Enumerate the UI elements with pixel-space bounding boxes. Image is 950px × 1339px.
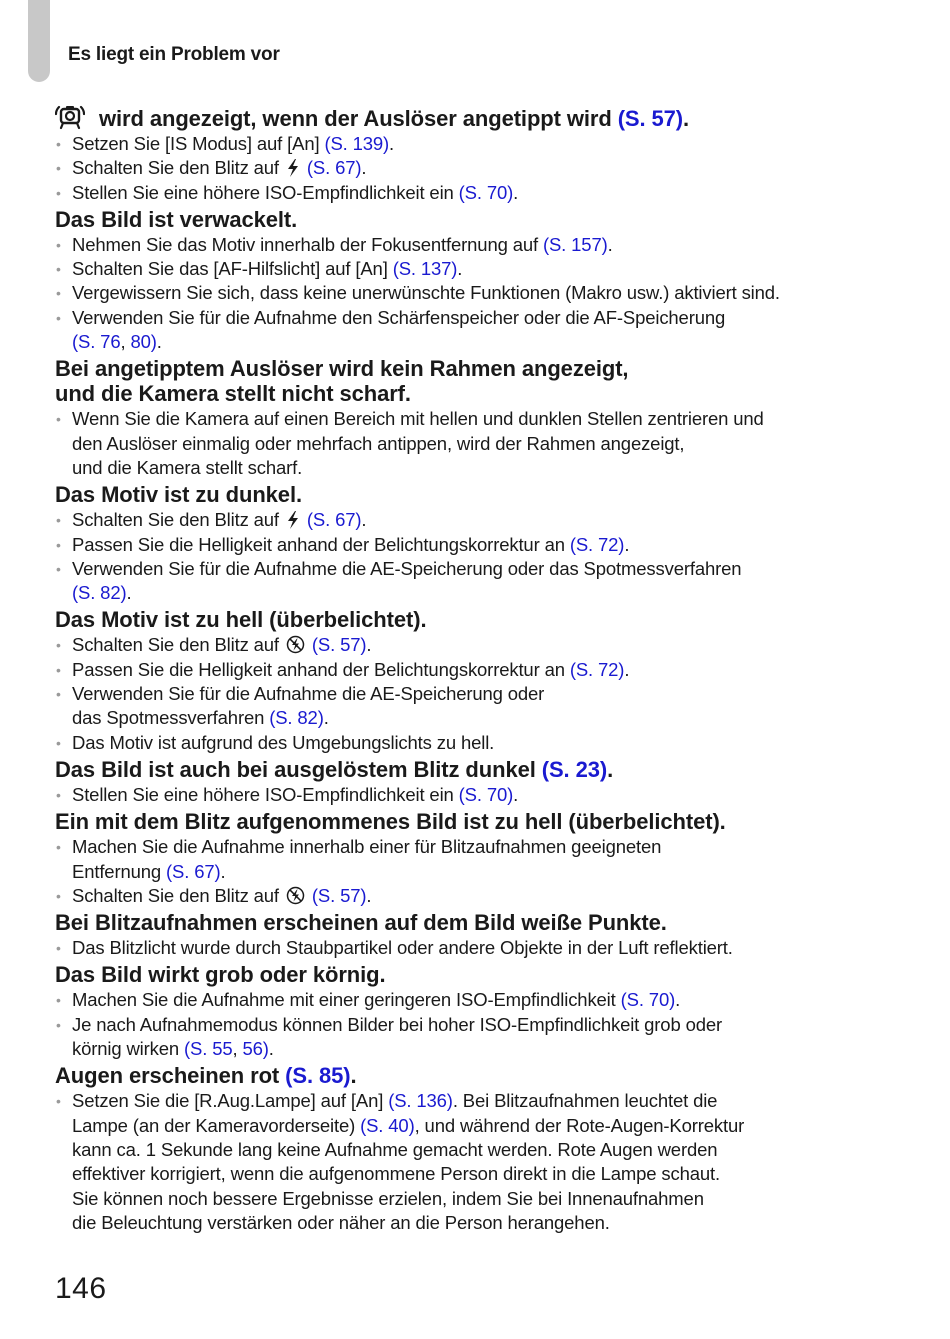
flash-on-icon: [286, 159, 300, 177]
section-heading: [55, 809, 875, 834]
section-heading: [55, 607, 875, 632]
heading-line: und die Kamera stellt nicht scharf.: [55, 381, 411, 407]
bullet-list: [55, 783, 875, 807]
text-run: Schalten Sie den Blitz auf: [72, 634, 284, 656]
bullet-item: [55, 835, 875, 884]
section-heading: [55, 356, 875, 406]
bullet-list: [55, 988, 875, 1061]
bullet-list: [55, 132, 875, 205]
text-run: Verwenden Sie für die Aufnahme die AE-Speicherung oder: [72, 683, 545, 705]
page-reference-link[interactable]: (S. 70): [458, 783, 514, 805]
page-reference-link[interactable]: (S. 139): [324, 133, 390, 154]
bullet-item: [55, 181, 875, 205]
text-run: Schalten Sie den Blitz auf: [72, 509, 284, 531]
text-run: .: [361, 509, 367, 531]
text-run: kann ca. 1 Sekunde lang keine Aufnahme gemacht werden. Rote Augen werden: [72, 1138, 718, 1160]
text-run: .: [457, 258, 463, 280]
text-run: körnig wirken: [72, 1038, 185, 1060]
page-reference-link[interactable]: (S. 57): [311, 884, 367, 906]
bullet-item: [55, 783, 875, 807]
text-run: .: [361, 157, 367, 179]
bullet-list: [55, 633, 875, 754]
text-run: .: [350, 1063, 357, 1089]
text-run: Schalten Sie den Blitz auf: [72, 884, 284, 906]
bullet-item: [55, 306, 875, 355]
text-run: Machen Sie die Aufnahme mit einer geringeren ISO-Empfindlichkeit: [72, 989, 621, 1011]
bullet-item: [55, 731, 875, 755]
text-run: Setzen Sie [IS Modus] auf [An]: [72, 133, 325, 154]
bullet-item: [55, 988, 875, 1012]
page-reference-link[interactable]: (S. 40): [360, 1114, 415, 1136]
bullet-item: [55, 233, 875, 257]
page-reference-link[interactable]: (S. 23): [541, 756, 608, 782]
bullet-item: [55, 132, 875, 156]
text-run: Bei Blitzaufnahmen erscheinen auf dem Bild weiße Punkte.: [55, 910, 667, 936]
bullet-item: [55, 633, 875, 657]
text-run: das Spotmessverfahren: [72, 707, 270, 729]
text-run: .: [513, 783, 519, 805]
bullet-item: [55, 1089, 875, 1235]
text-run: Je nach Aufnahmemodus können Bilder bei hoher ISO-Empfindlichkeit grob oder: [72, 1013, 722, 1035]
text-run: .: [366, 634, 372, 656]
text-run: Augen erscheinen rot: [55, 1063, 286, 1089]
text-run: Das Motiv ist zu hell (überbelichtet).: [55, 607, 427, 633]
text-run: Das Bild ist auch bei ausgelöstem Blitz dunkel: [55, 756, 542, 782]
text-run: .: [323, 707, 329, 729]
text-run: .: [366, 884, 372, 906]
text-run: Das Blitzlicht wurde durch Staubpartikel oder andere Objekte in der Luft reflektiert.: [72, 937, 733, 959]
text-run: Das Bild ist verwackelt.: [55, 206, 298, 232]
text-run: Nehmen Sie das Motiv innerhalb der Fokusentfernung auf: [72, 233, 543, 255]
text-run: Machen Sie die Aufnahme innerhalb einer für Blitzaufnahmen geeigneten: [72, 836, 662, 858]
page-reference-link[interactable]: (S. 76: [72, 331, 121, 353]
section-heading: [55, 104, 875, 131]
text-run: .: [607, 756, 614, 782]
text-run: Lampe (an der Kameravorderseite): [72, 1114, 361, 1136]
bullet-item: [55, 936, 875, 960]
flash-off-icon: [286, 635, 305, 654]
bullet-item: [55, 557, 875, 606]
page-reference-link[interactable]: (S. 85): [285, 1063, 351, 1089]
bullet-item: [55, 407, 875, 480]
page-reference-link[interactable]: (S. 57): [617, 106, 684, 131]
text-run: Entfernung: [72, 860, 167, 882]
page-reference-link[interactable]: 56): [242, 1038, 269, 1060]
text-run: Verwenden Sie für die Aufnahme den Schärfenspeicher oder die AF-Speicherung: [72, 306, 726, 328]
text-run: .: [624, 658, 630, 680]
bullet-item: [55, 533, 875, 557]
text-run: Sie können noch bessere Ergebnisse erzielen, indem Sie bei Innenaufnahmen: [72, 1187, 704, 1209]
bullet-item: [55, 1013, 875, 1062]
text-run: Stellen Sie eine höhere ISO-Empfindlichkeit ein: [72, 783, 459, 805]
camera-shake-icon: [55, 104, 85, 130]
section-heading: [55, 482, 875, 507]
text-run: .: [220, 860, 226, 882]
page-reference-link[interactable]: (S. 57): [311, 634, 367, 656]
page-reference-link[interactable]: (S. 70): [620, 989, 676, 1011]
bullet-list: [55, 407, 875, 480]
chapter-title: Es liegt ein Problem vor: [68, 44, 280, 65]
text-run: .: [607, 233, 613, 255]
flash-on-icon: [286, 511, 300, 529]
page-reference-link[interactable]: (S. 67): [166, 860, 221, 882]
page-reference-link[interactable]: (S. 55: [184, 1038, 233, 1060]
text-run: .: [156, 331, 162, 353]
text-run: Setzen Sie die [R.Aug.Lampe] auf [An]: [72, 1090, 389, 1112]
text-run: .: [513, 181, 519, 203]
page-reference-link[interactable]: 80): [130, 331, 157, 353]
page-reference-link[interactable]: (S. 67): [306, 157, 362, 179]
text-run: Schalten Sie den Blitz auf: [72, 157, 284, 179]
bullet-item: [55, 682, 875, 731]
text-run: Das Bild wirkt grob oder körnig.: [55, 962, 386, 988]
text-run: und die Kamera stellt scharf.: [72, 456, 303, 478]
text-run: die Beleuchtung verstärken oder näher an die Person herangehen.: [72, 1211, 610, 1233]
text-run: ,: [120, 331, 131, 353]
page-reference-link[interactable]: (S. 82): [72, 582, 127, 604]
text-run: ,: [232, 1038, 243, 1060]
text-run: Wenn Sie die Kamera auf einen Bereich mit hellen und dunklen Stellen zentrieren und: [72, 408, 764, 430]
bullet-list: [55, 936, 875, 960]
bullet-list: [55, 233, 875, 354]
section-heading: [55, 910, 875, 935]
text-run: Das Motiv ist zu dunkel.: [55, 482, 302, 508]
section-heading: [55, 1063, 875, 1088]
page-number: 146: [55, 1272, 107, 1305]
bullet-item: [55, 508, 875, 532]
page-reference-link[interactable]: (S. 67): [306, 509, 362, 531]
text-run: .: [675, 989, 681, 1011]
text-run: Das Motiv ist aufgrund des Umgebungslichts zu hell.: [72, 731, 495, 753]
section-heading: [55, 207, 875, 232]
page-reference-link[interactable]: (S. 70): [458, 181, 514, 203]
text-run: Stellen Sie eine höhere ISO-Empfindlichkeit ein: [72, 181, 459, 203]
page-reference-link[interactable]: (S. 136): [388, 1090, 453, 1112]
page-reference-link[interactable]: (S. 137): [392, 258, 458, 280]
text-run: Verwenden Sie für die Aufnahme die AE-Speicherung oder das Spotmessverfahren: [72, 557, 742, 579]
text-run: .: [389, 133, 395, 154]
chapter-tab-marker: [28, 0, 50, 82]
section-heading: [55, 962, 875, 987]
text-run: Vergewissern Sie sich, dass keine unerwünschte Funktionen (Makro usw.) aktiviert sind.: [72, 282, 780, 304]
text-run: den Auslöser einmalig oder mehrfach antippen, wird der Rahmen angezeigt,: [72, 432, 685, 454]
bullet-list: [55, 1089, 875, 1235]
text-run: .: [268, 1038, 274, 1060]
text-run: Ein mit dem Blitz aufgenommenes Bild ist zu hell (überbelichtet).: [55, 809, 726, 835]
troubleshooting-content: [55, 102, 875, 1235]
bullet-item: [55, 658, 875, 682]
text-run: , und während der Rote-Augen-Korrektur: [414, 1114, 745, 1136]
text-run: .: [126, 582, 132, 604]
text-run: .: [624, 533, 630, 555]
text-run: . Bei Blitzaufnahmen leuchtet die: [452, 1090, 718, 1112]
bullet-item: [55, 156, 875, 180]
bullet-item: [55, 884, 875, 908]
text-run: wird angezeigt, wenn der Auslöser angetippt wird: [93, 106, 618, 131]
bullet-item: [55, 281, 875, 305]
text-run: Schalten Sie das [AF-Hilfslicht] auf [An]: [72, 258, 393, 280]
flash-off-icon: [286, 886, 305, 905]
page-reference-link[interactable]: (S. 72): [569, 658, 625, 680]
heading-line: Bei angetipptem Auslöser wird kein Rahmen angezeigt,: [55, 356, 629, 382]
section-heading: [55, 757, 875, 782]
text-run: Passen Sie die Helligkeit anhand der Belichtungskorrektur an: [72, 533, 570, 555]
text-run: effektiver korrigiert, wenn die aufgenommene Person direkt in die Lampe schaut.: [72, 1163, 720, 1185]
page-reference-link[interactable]: (S. 72): [569, 533, 625, 555]
bullet-list: [55, 835, 875, 908]
bullet-list: [55, 508, 875, 605]
bullet-item: [55, 257, 875, 281]
page-reference-link[interactable]: (S. 82): [269, 707, 324, 729]
page-reference-link[interactable]: (S. 157): [542, 233, 608, 255]
text-run: .: [683, 106, 690, 131]
text-run: Passen Sie die Helligkeit anhand der Belichtungskorrektur an: [72, 658, 570, 680]
